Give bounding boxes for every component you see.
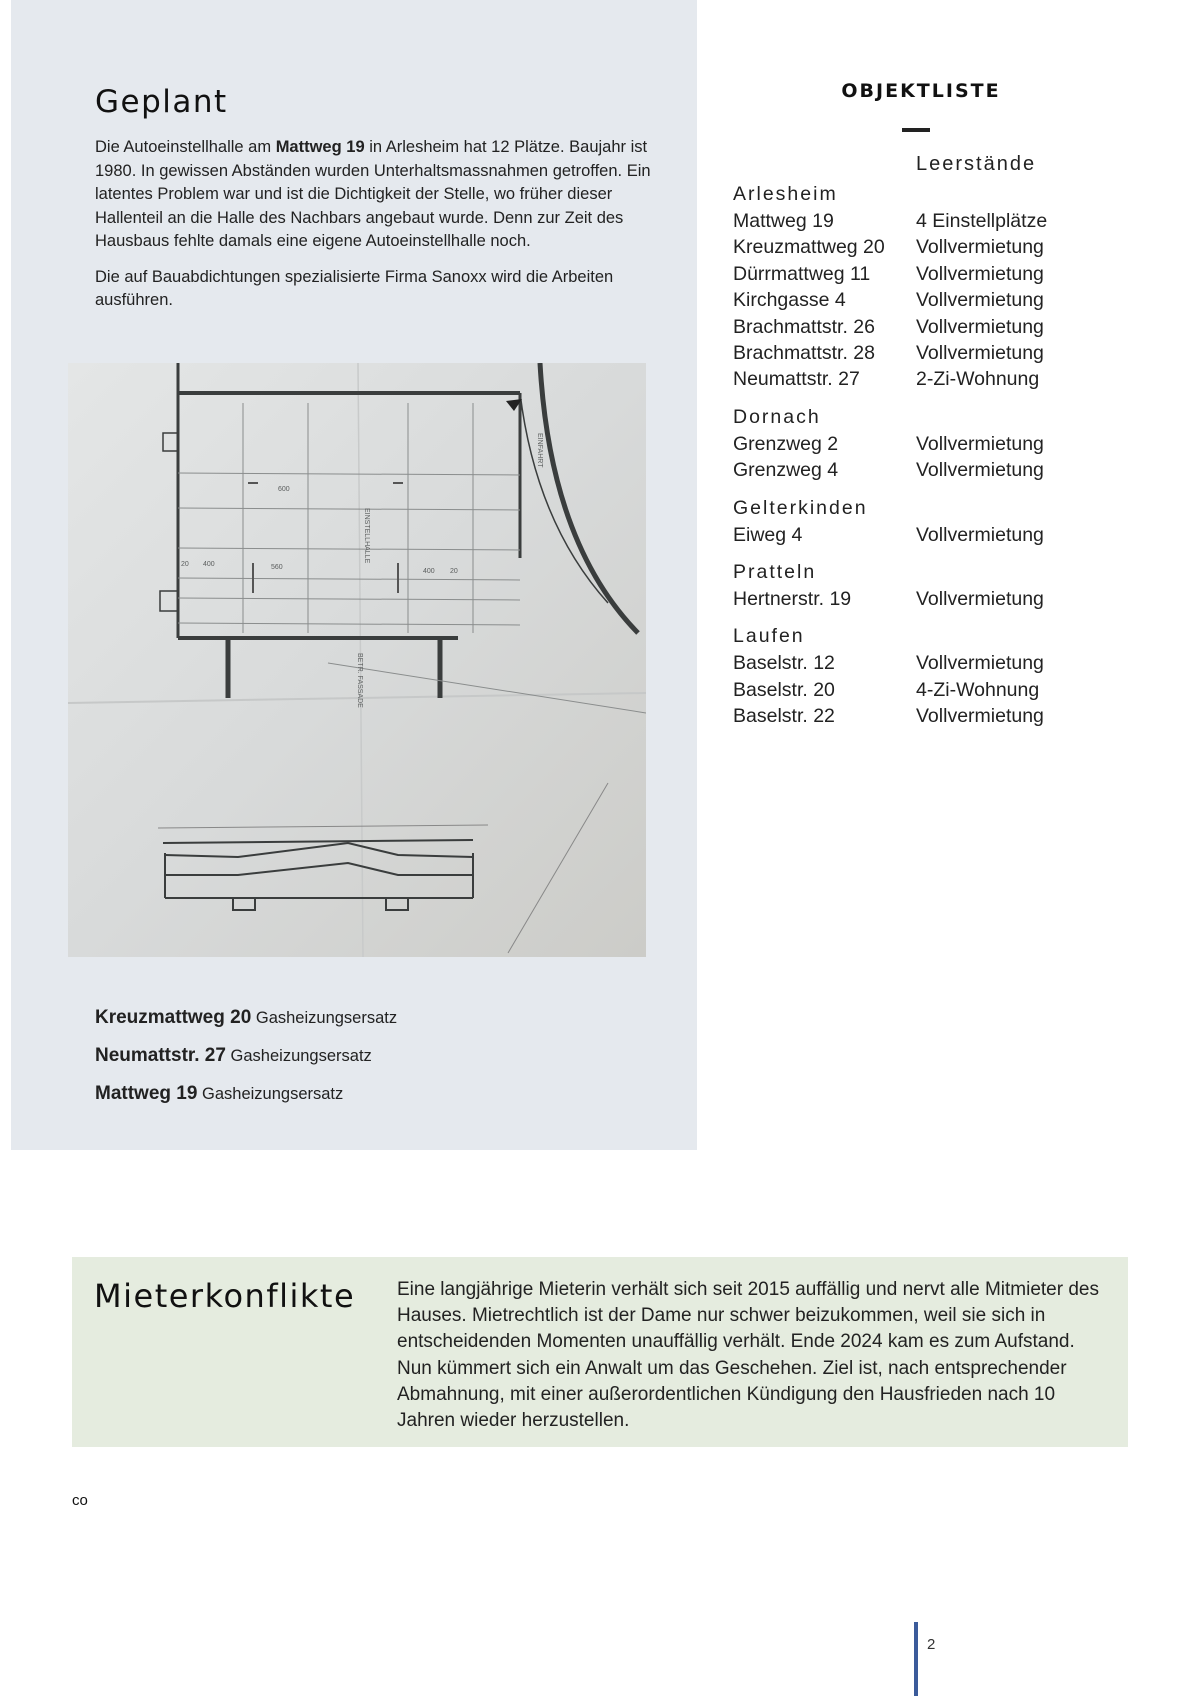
- group-spacer: [733, 612, 1133, 622]
- city-heading: Dornach: [733, 405, 821, 428]
- plan-dim-edge-left: 20: [181, 561, 189, 568]
- mieterkonflikte-box: [72, 1257, 1128, 1447]
- project-name: Kreuzmattweg 20: [95, 1007, 252, 1028]
- mieterkonflikte-text: Eine langjährige Mieterin verhält sich seit 2015 auffällig und nervt alle Mitmieter des Hauses. Mietrechtlich ist der Dame nur schwer beizukommen, weil sie sich in entscheidenden Momenten unauffällig verhält. Ende 2024 kam es zum Aufstand. Nun kümmert sich ein Anwalt um das Geschehen. Ziel ist, nach entsprechender Abmahnung, mit einer außerordentlichen Kündigung den Hausfrieden nach 10 Jahren wieder herzustellen.: [397, 1279, 1099, 1432]
- object-row: [733, 208, 1133, 234]
- city-heading: Gelterkinden: [733, 496, 868, 519]
- plan-dim-top: 600: [278, 486, 290, 493]
- object-address: Grenzweg 4: [733, 459, 839, 482]
- object-row: [733, 586, 1133, 612]
- left-panel: [11, 0, 697, 1150]
- object-status: 2-Zi-Wohnung: [916, 368, 1040, 391]
- plan-dim-middle: 560: [271, 564, 283, 571]
- object-address: Kreuzmattweg 20: [733, 236, 885, 259]
- object-list: [733, 180, 1133, 729]
- object-address: Baselstr. 22: [733, 705, 835, 728]
- leerstaende-header: Leerstände: [916, 153, 1037, 175]
- object-row: [733, 677, 1133, 703]
- co-label: co: [72, 1492, 88, 1509]
- plan-dim-left: 400: [203, 561, 215, 568]
- object-address: Baselstr. 20: [733, 678, 835, 701]
- floor-plan-photo: [68, 363, 646, 957]
- object-row: [733, 703, 1133, 729]
- mieterkonflikte-title: Mieterkonflikte: [94, 1277, 356, 1315]
- object-address: Neumattstr. 27: [733, 368, 860, 391]
- object-status: Vollvermietung: [916, 432, 1044, 455]
- object-row: [733, 340, 1133, 366]
- object-address: Brachmattstr. 26: [733, 315, 875, 338]
- city-heading: Laufen: [733, 625, 805, 648]
- page-number: 2: [927, 1636, 936, 1653]
- object-row: [733, 314, 1133, 340]
- geplant-text: [95, 136, 655, 325]
- object-address: Kirchgasse 4: [733, 289, 846, 312]
- objektliste-title: OBJEKTLISTE: [841, 80, 1001, 102]
- object-address: Brachmattstr. 28: [733, 341, 875, 364]
- object-status: Vollvermietung: [916, 523, 1044, 546]
- plan-dim-right: 400: [423, 568, 435, 575]
- object-row: [733, 650, 1133, 676]
- object-status: Vollvermietung: [916, 652, 1044, 675]
- plan-label-entrance: EINFAHRT: [536, 433, 543, 468]
- plan-label-hall: EINSTELLHALLE: [363, 508, 370, 564]
- object-status: Vollvermietung: [916, 262, 1044, 285]
- object-row: [733, 287, 1133, 313]
- object-row: [733, 366, 1133, 392]
- object-row: [733, 261, 1133, 287]
- group-spacer: [733, 393, 1133, 403]
- project-item: [95, 1041, 397, 1079]
- geplant-paragraph-1: [95, 136, 655, 254]
- object-address: Hertnerstr. 19: [733, 587, 852, 610]
- group-spacer: [733, 484, 1133, 494]
- city-heading: Arlesheim: [733, 183, 838, 205]
- object-status: 4-Zi-Wohnung: [916, 678, 1040, 701]
- object-address: Dürrmattweg 11: [733, 262, 871, 285]
- object-address: Baselstr. 12: [733, 652, 835, 675]
- title-divider: [902, 128, 930, 132]
- page-number-bar: [914, 1622, 918, 1696]
- project-item: [95, 1079, 397, 1117]
- geplant-p1-bold: Mattweg 19: [275, 138, 365, 156]
- object-status: Vollvermietung: [916, 236, 1044, 259]
- project-description: Gasheizungsersatz: [197, 1085, 344, 1103]
- object-row: [733, 234, 1133, 260]
- project-description: Gasheizungsersatz: [251, 1009, 398, 1027]
- project-description: Gasheizungsersatz: [225, 1047, 372, 1065]
- object-row: [733, 457, 1133, 483]
- geplant-p1-start: Die Autoeinstellhalle am: [95, 138, 276, 156]
- group-spacer: [733, 548, 1133, 558]
- plan-label-facade: BETR. FASSADE: [356, 653, 363, 708]
- project-item: [95, 1003, 397, 1041]
- object-status: Vollvermietung: [916, 587, 1044, 610]
- object-address: Grenzweg 2: [733, 432, 839, 455]
- object-address: Mattweg 19: [733, 210, 834, 232]
- object-status: Vollvermietung: [916, 341, 1044, 364]
- object-row: [733, 431, 1133, 457]
- project-name: Mattweg 19: [95, 1083, 198, 1104]
- geplant-p1-end: in Arlesheim hat 12 Plätze. Baujahr ist 1980. In gewissen Abständen wurden Unterhaltsmassnahmen getroffen. Ein latentes Problem war und ist die Dichtigkeit der Stelle, wo früher dieser Hallenteil an die Halle des Nachbars angebaut wurde. Denn zur Zeit des Hausbaus fehlte damals eine eigene Autoeinstellhalle noch.: [95, 138, 651, 250]
- city-heading: Pratteln: [733, 560, 817, 583]
- project-name: Neumattstr. 27: [95, 1045, 226, 1066]
- geplant-title: Geplant: [95, 84, 228, 120]
- object-row: [733, 522, 1133, 548]
- project-list: [95, 1003, 397, 1117]
- plan-dim-edge-right: 20: [450, 568, 458, 575]
- object-status: 4 Einstellplätze: [916, 210, 1048, 232]
- geplant-paragraph-2: Die auf Bauabdichtungen spezialisierte Firma Sanoxx wird die Arbeiten ausführen.: [95, 267, 614, 309]
- object-status: Vollvermietung: [916, 459, 1044, 482]
- object-status: Vollvermietung: [916, 705, 1044, 728]
- object-address: Eiweg 4: [733, 523, 803, 546]
- floor-plan-drawing: [68, 363, 646, 957]
- object-status: Vollvermietung: [916, 315, 1044, 338]
- object-status: Vollvermietung: [916, 289, 1044, 312]
